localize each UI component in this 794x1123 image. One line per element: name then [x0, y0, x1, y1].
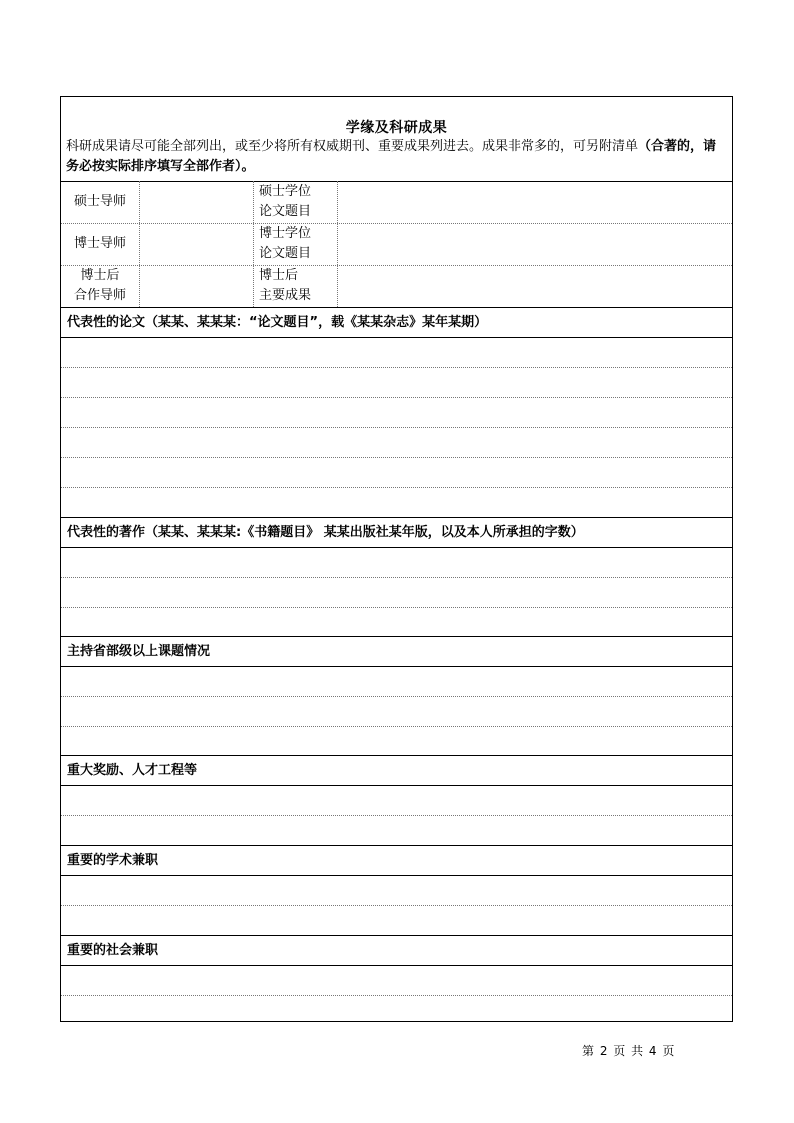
divider — [61, 935, 732, 936]
entry-line[interactable] — [61, 696, 732, 697]
phd-thesis-line2: 论文题目 — [259, 246, 312, 261]
divider — [61, 845, 732, 846]
master-advisor-label: 硕士导师 — [73, 194, 126, 209]
entry-line[interactable] — [61, 995, 732, 996]
postdoc-advisor-line2: 合作导师 — [73, 288, 126, 303]
phd-thesis-field[interactable] — [337, 229, 733, 259]
master-advisor-field[interactable] — [139, 187, 253, 217]
master-thesis-field[interactable] — [337, 187, 733, 217]
postdoc-advisor-field[interactable] — [139, 271, 253, 301]
books-heading: 代表性的著作（某某、某某某:《书籍题目》 某某出版社某年版，以及本人所承担的字数） — [67, 525, 584, 540]
form-frame — [60, 96, 733, 1022]
divider — [61, 965, 732, 966]
phd-thesis-line1: 博士学位 — [259, 226, 312, 241]
awards-heading: 重大奖励、人才工程等 — [67, 763, 198, 778]
divider — [61, 666, 732, 667]
intro-text — [66, 137, 727, 177]
master-thesis-line2: 论文题目 — [259, 204, 312, 219]
phd-advisor-field[interactable] — [139, 229, 253, 259]
divider — [61, 875, 732, 876]
postdoc-results-field[interactable] — [337, 271, 733, 301]
intro-normal: 科研成果请尽可能全部列出，或至少将所有权威期刊、重要成果列进去。成果非常多的，可另附清单 — [66, 139, 639, 154]
postdoc-results-line2: 主要成果 — [259, 288, 312, 303]
postdoc-results-label — [259, 266, 337, 306]
section-title: 学缘及科研成果 — [345, 120, 448, 136]
entry-line[interactable] — [61, 607, 732, 608]
projects-heading: 主持省部级以上课题情况 — [67, 644, 211, 659]
entry-line[interactable] — [61, 577, 732, 578]
entry-line[interactable] — [61, 726, 732, 727]
divider — [61, 337, 732, 338]
phd-advisor-label: 博士导师 — [73, 236, 126, 251]
divider — [61, 547, 732, 548]
divider — [61, 265, 732, 266]
entry-line[interactable] — [61, 457, 732, 458]
entry-line[interactable] — [61, 815, 732, 816]
entry-line[interactable] — [61, 487, 732, 488]
divider — [61, 223, 732, 224]
page-number: 第 2 页 共 4 页 — [582, 1044, 676, 1058]
intro-bold: （合著的，请务必按实际排序填写全部作者）。 — [66, 139, 717, 174]
papers-heading: 代表性的论文（某某、某某某：“论文题目”，载《某某杂志》某年某期） — [67, 315, 488, 330]
postdoc-advisor-label — [61, 266, 139, 306]
entry-line[interactable] — [61, 427, 732, 428]
postdoc-advisor-line1: 博士后 — [80, 268, 120, 283]
column-divider — [253, 181, 254, 307]
master-thesis-label — [259, 182, 337, 222]
master-thesis-line1: 硕士学位 — [259, 184, 312, 199]
entry-line[interactable] — [61, 905, 732, 906]
phd-thesis-label — [259, 224, 337, 264]
academic-posts-heading: 重要的学术兼职 — [67, 853, 159, 868]
entry-line[interactable] — [61, 397, 732, 398]
postdoc-results-line1: 博士后 — [259, 268, 299, 283]
entry-line[interactable] — [61, 367, 732, 368]
divider — [61, 785, 732, 786]
social-posts-heading: 重要的社会兼职 — [67, 943, 159, 958]
divider — [61, 181, 732, 182]
